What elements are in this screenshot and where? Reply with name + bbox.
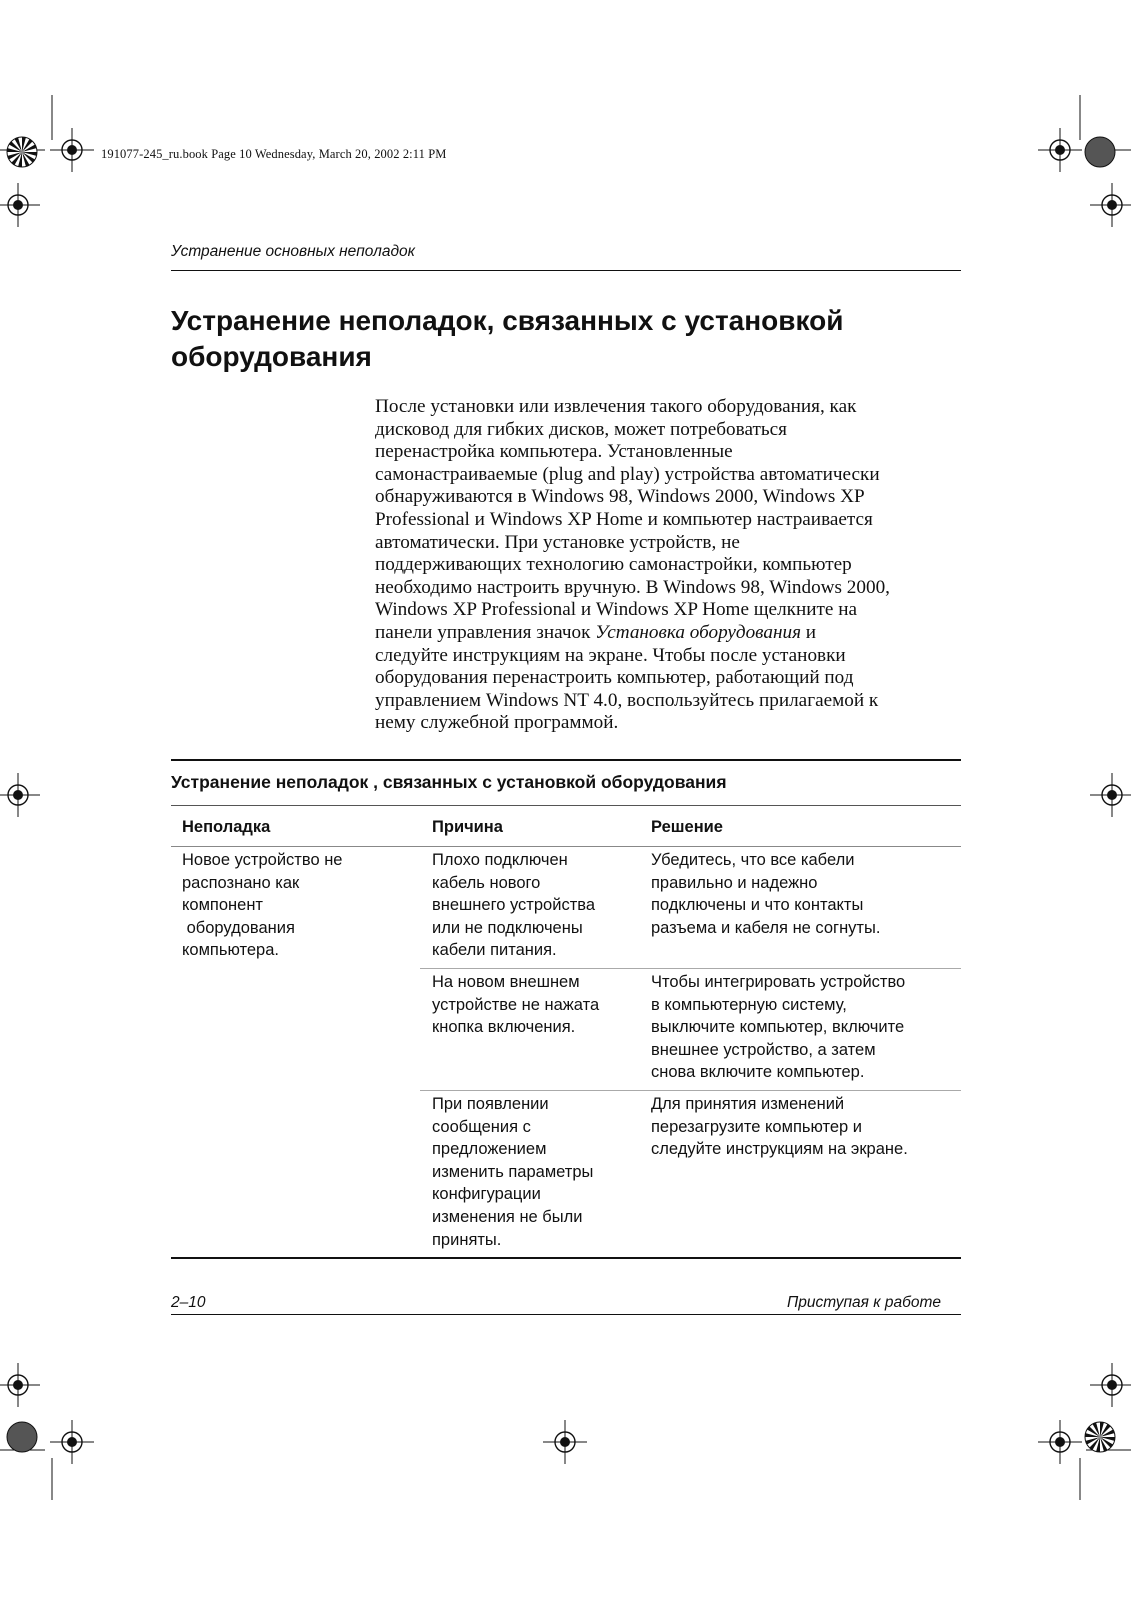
- table-bottom-rule: [171, 1257, 961, 1259]
- cause-cell: Плохо подключен кабель нового внешнего устройства или не подключены кабели питания.: [432, 851, 596, 960]
- header-row-rule: [171, 846, 961, 847]
- cause-cell: При появлении сообщения с предложением изменить параметры конфигурации изменения не были приняты.: [432, 1095, 594, 1249]
- problem-cell: Новое устройство не распознано как компонент оборудования компьютера.: [182, 851, 343, 960]
- solution-cell: Чтобы интегрировать устройство в компьютерную систему, выключите компьютер, включите внешнее устройство, а затем снова включите компьютер.: [651, 973, 906, 1082]
- footer-rule: [171, 1314, 961, 1315]
- table-title-rule: [171, 805, 961, 806]
- cause-cell: На новом внешнем устройстве не нажата кнопка включения.: [432, 973, 600, 1037]
- book-title: Приступая к работе: [786, 1294, 941, 1311]
- row-divider: [420, 1090, 961, 1091]
- page-title: Устранение неполадок, связанных с установкой оборудования: [171, 305, 844, 372]
- solution-cell: Убедитесь, что все кабели правильно и надежно подключены и что контакты разъема и кабеля не согнуты.: [651, 851, 881, 937]
- page-number: 2–10: [171, 1294, 206, 1311]
- running-head: Устранение основных неполадок: [171, 243, 415, 260]
- column-header-problem: Неполадка: [182, 818, 271, 836]
- solution-cell: Для принятия изменений перезагрузите компьютер и следуйте инструкциям на экране.: [651, 1095, 908, 1159]
- column-header-cause: Причина: [432, 818, 503, 836]
- row-divider: [420, 968, 961, 969]
- column-header-solution: Решение: [651, 818, 723, 836]
- body-paragraph: После установки или извлечения такого оборудования, как дисковод для гибких дисков, может потребоваться перенастройка компьютера. Установленные самонастраиваемые (plug and play) устройства автоматически обнаруживаются в Windows 98, Windows 2000, Windows XP Professional и Windows XP Home и компьютер настраивается автоматически. При установке устройств, не поддерживающих технологию самонастройки, компьютер необходимо настроить вручную. В Windows 98, Windows 2000, Windows XP Professional и Windows XP Home щелкните на панели управления значок Установка оборудования и следуйте инструкциям на экране. Чтобы после установки оборудования перенастроить компьютер, работающий под управлением Windows NT 4.0, воспользуйтесь прилагаемой к нему служебной программой.: [375, 396, 890, 734]
- italic-term: Установка оборудования: [595, 621, 801, 643]
- table-title: Устранение неполадок , связанных с установкой оборудования: [171, 772, 727, 792]
- table-top-rule: [171, 759, 961, 761]
- print-slug: 191077-245_ru.book Page 10 Wednesday, March 20, 2002 2:11 PM: [101, 147, 447, 161]
- header-rule: [171, 270, 961, 271]
